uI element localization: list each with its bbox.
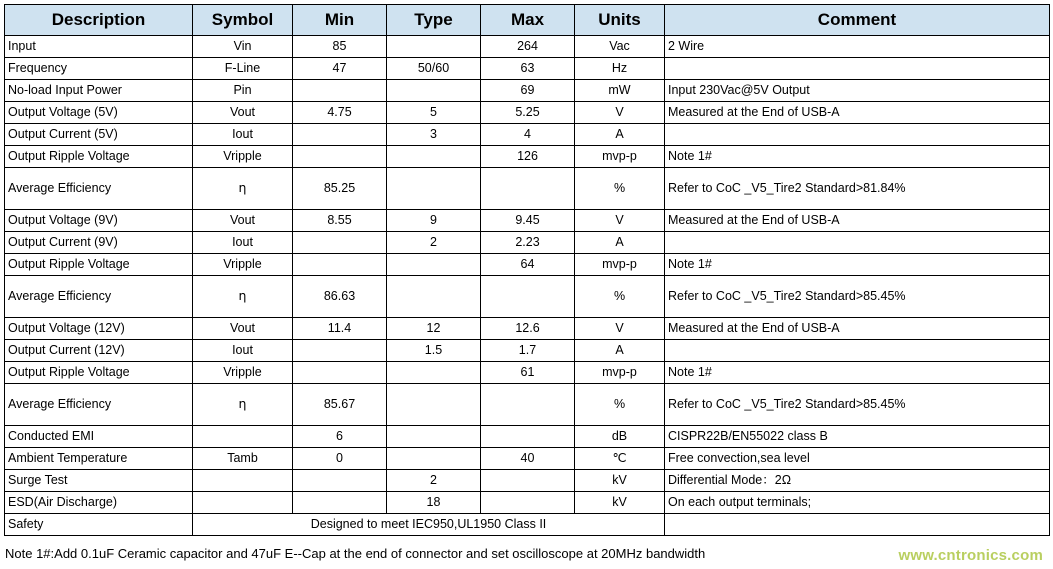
column-header-description: Description <box>5 5 193 36</box>
cell-min: 86.63 <box>293 276 387 318</box>
cell-unit: V <box>575 102 665 124</box>
cell-min: 6 <box>293 426 387 448</box>
table-row <box>5 58 1050 80</box>
cell-max <box>481 426 575 448</box>
cell-max <box>481 168 575 210</box>
watermark-label: www.cntronics.com <box>898 547 1043 564</box>
cell-typ: 2 <box>387 232 481 254</box>
cell-sym <box>193 470 293 492</box>
cell-min: 11.4 <box>293 318 387 340</box>
cell-max <box>481 492 575 514</box>
cell-min: 85.25 <box>293 168 387 210</box>
cell-typ <box>387 362 481 384</box>
cell-sym: Pin <box>193 80 293 102</box>
cell-unit: A <box>575 124 665 146</box>
cell-min <box>293 340 387 362</box>
cell-com: Note 1# <box>665 146 1050 168</box>
cell-unit: V <box>575 318 665 340</box>
cell-unit: mvp-p <box>575 362 665 384</box>
cell-min: 85 <box>293 36 387 58</box>
cell-sym: η <box>193 276 293 318</box>
cell-max <box>481 276 575 318</box>
cell-unit: dB <box>575 426 665 448</box>
cell-desc: Input <box>5 36 193 58</box>
cell-sym: Vin <box>193 36 293 58</box>
cell-desc: ESD(Air Discharge) <box>5 492 193 514</box>
cell-desc: Average Efficiency <box>5 384 193 426</box>
cell-com <box>665 514 1050 536</box>
column-header-comment: Comment <box>665 5 1050 36</box>
cell-typ: 50/60 <box>387 58 481 80</box>
cell-typ: 3 <box>387 124 481 146</box>
cell-unit: kV <box>575 470 665 492</box>
cell-sym: F-Line <box>193 58 293 80</box>
cell-unit: % <box>575 168 665 210</box>
cell-max <box>481 384 575 426</box>
cell-max <box>481 470 575 492</box>
table-row <box>5 210 1050 232</box>
column-header-symbol: Symbol <box>193 5 293 36</box>
cell-max: 5.25 <box>481 102 575 124</box>
cell-min <box>293 470 387 492</box>
cell-sym: Iout <box>193 232 293 254</box>
cell-desc: Safety <box>5 514 193 536</box>
cell-sym <box>193 492 293 514</box>
cell-min <box>293 492 387 514</box>
cell-desc: Output Ripple Voltage <box>5 254 193 276</box>
cell-desc: Average Efficiency <box>5 276 193 318</box>
cell-com: Differential Mode：2Ω <box>665 470 1050 492</box>
cell-min: 8.55 <box>293 210 387 232</box>
cell-min <box>293 80 387 102</box>
cell-typ <box>387 36 481 58</box>
cell-max: 63 <box>481 58 575 80</box>
cell-typ <box>387 384 481 426</box>
cell-sym: Iout <box>193 340 293 362</box>
cell-unit: V <box>575 210 665 232</box>
cell-sym: Vripple <box>193 254 293 276</box>
table-row <box>5 384 1050 426</box>
cell-unit: A <box>575 340 665 362</box>
cell-unit: mW <box>575 80 665 102</box>
cell-typ: 9 <box>387 210 481 232</box>
cell-unit: Hz <box>575 58 665 80</box>
cell-typ: 12 <box>387 318 481 340</box>
cell-com: 2 Wire <box>665 36 1050 58</box>
cell-typ <box>387 254 481 276</box>
cell-typ: 5 <box>387 102 481 124</box>
cell-typ <box>387 448 481 470</box>
cell-com-text: Refer to CoC _V5_Tire2 Standard>85.45% <box>668 397 906 412</box>
cell-max: 126 <box>481 146 575 168</box>
cell-sym: Tamb <box>193 448 293 470</box>
table-row <box>5 36 1050 58</box>
table-body <box>5 36 1050 536</box>
cell-sym <box>193 426 293 448</box>
cell-com: On each output terminals; <box>665 492 1050 514</box>
cell-sym: Vout <box>193 210 293 232</box>
cell-max: 2.23 <box>481 232 575 254</box>
table-row <box>5 448 1050 470</box>
cell-com <box>665 124 1050 146</box>
cell-max: 4 <box>481 124 575 146</box>
cell-com <box>665 58 1050 80</box>
cell-desc: Output Voltage (12V) <box>5 318 193 340</box>
cell-desc: No-load Input Power <box>5 80 193 102</box>
cell-max: 9.45 <box>481 210 575 232</box>
cell-min: 47 <box>293 58 387 80</box>
cell-desc: Output Current (9V) <box>5 232 193 254</box>
table-row <box>5 168 1050 210</box>
table-row <box>5 492 1050 514</box>
cell-desc: Output Current (12V) <box>5 340 193 362</box>
cell-typ: 2 <box>387 470 481 492</box>
footnote-area <box>4 543 1049 569</box>
cell-com <box>665 384 1050 426</box>
cell-typ: 1.5 <box>387 340 481 362</box>
table-row <box>5 426 1050 448</box>
cell-sym: Vripple <box>193 362 293 384</box>
cell-min: 0 <box>293 448 387 470</box>
cell-typ <box>387 426 481 448</box>
cell-desc: Output Ripple Voltage <box>5 362 193 384</box>
cell-sym: Vout <box>193 318 293 340</box>
cell-com <box>665 276 1050 318</box>
table-row <box>5 340 1050 362</box>
cell-typ <box>387 146 481 168</box>
cell-desc: Frequency <box>5 58 193 80</box>
table-row <box>5 146 1050 168</box>
cell-typ <box>387 80 481 102</box>
cell-com: Note 1# <box>665 254 1050 276</box>
cell-desc: Surge Test <box>5 470 193 492</box>
cell-min <box>293 362 387 384</box>
table-row <box>5 276 1050 318</box>
cell-typ <box>387 168 481 210</box>
cell-desc: Output Voltage (5V) <box>5 102 193 124</box>
footnote-text: Note 1#:Add 0.1uF Ceramic capacitor and 47uF E--Cap at the end of connector and set oscilloscope at 20MHz bandwidth <box>5 546 706 561</box>
cell-max: 61 <box>481 362 575 384</box>
table-row <box>5 362 1050 384</box>
cell-sym: Iout <box>193 124 293 146</box>
cell-sym: Vout <box>193 102 293 124</box>
column-header-min: Min <box>293 5 387 36</box>
cell-com-text: Refer to CoC _V5_Tire2 Standard>85.45% <box>668 289 906 304</box>
cell-max: 264 <box>481 36 575 58</box>
cell-max: 1.7 <box>481 340 575 362</box>
cell-safety-standard: Designed to meet IEC950,UL1950 Class II <box>193 514 665 536</box>
table-row-safety <box>5 514 1050 536</box>
cell-sym: Vripple <box>193 146 293 168</box>
cell-desc: Ambient Temperature <box>5 448 193 470</box>
cell-min <box>293 124 387 146</box>
table-row <box>5 232 1050 254</box>
table-row <box>5 102 1050 124</box>
cell-desc: Output Ripple Voltage <box>5 146 193 168</box>
table-row <box>5 470 1050 492</box>
cell-sym: η <box>193 168 293 210</box>
table-row <box>5 80 1050 102</box>
column-header-max: Max <box>481 5 575 36</box>
cell-desc: Output Voltage (9V) <box>5 210 193 232</box>
cell-min <box>293 146 387 168</box>
cell-unit: A <box>575 232 665 254</box>
cell-desc: Conducted EMI <box>5 426 193 448</box>
cell-unit: ℃ <box>575 448 665 470</box>
cell-max: 12.6 <box>481 318 575 340</box>
cell-com: Measured at the End of USB-A <box>665 210 1050 232</box>
cell-min: 85.67 <box>293 384 387 426</box>
cell-desc: Average Efficiency <box>5 168 193 210</box>
table-row <box>5 124 1050 146</box>
specification-sheet <box>0 4 1053 564</box>
cell-com: Measured at the End of USB-A <box>665 102 1050 124</box>
cell-com <box>665 232 1050 254</box>
cell-com <box>665 340 1050 362</box>
table-row <box>5 254 1050 276</box>
cell-max: 40 <box>481 448 575 470</box>
cell-unit: kV <box>575 492 665 514</box>
cell-max: 64 <box>481 254 575 276</box>
column-header-units: Units <box>575 5 665 36</box>
cell-min: 4.75 <box>293 102 387 124</box>
cell-com: Free convection,sea level <box>665 448 1050 470</box>
specification-table <box>4 4 1050 536</box>
cell-unit: Vac <box>575 36 665 58</box>
cell-unit: mvp-p <box>575 254 665 276</box>
cell-typ: 18 <box>387 492 481 514</box>
cell-unit: % <box>575 276 665 318</box>
cell-max: 69 <box>481 80 575 102</box>
cell-com: CISPR22B/EN55022 class B <box>665 426 1050 448</box>
cell-com-text: Refer to CoC _V5_Tire2 Standard>81.84% <box>668 181 906 196</box>
cell-com <box>665 168 1050 210</box>
cell-unit: mvp-p <box>575 146 665 168</box>
table-header-row <box>5 5 1050 36</box>
table-header <box>5 5 1050 36</box>
cell-com: Input 230Vac@5V Output <box>665 80 1050 102</box>
cell-desc: Output Current (5V) <box>5 124 193 146</box>
cell-unit: % <box>575 384 665 426</box>
cell-sym: η <box>193 384 293 426</box>
cell-com: Measured at the End of USB-A <box>665 318 1050 340</box>
cell-min <box>293 254 387 276</box>
cell-typ <box>387 276 481 318</box>
cell-com: Note 1# <box>665 362 1050 384</box>
table-row <box>5 318 1050 340</box>
column-header-type: Type <box>387 5 481 36</box>
cell-min <box>293 232 387 254</box>
